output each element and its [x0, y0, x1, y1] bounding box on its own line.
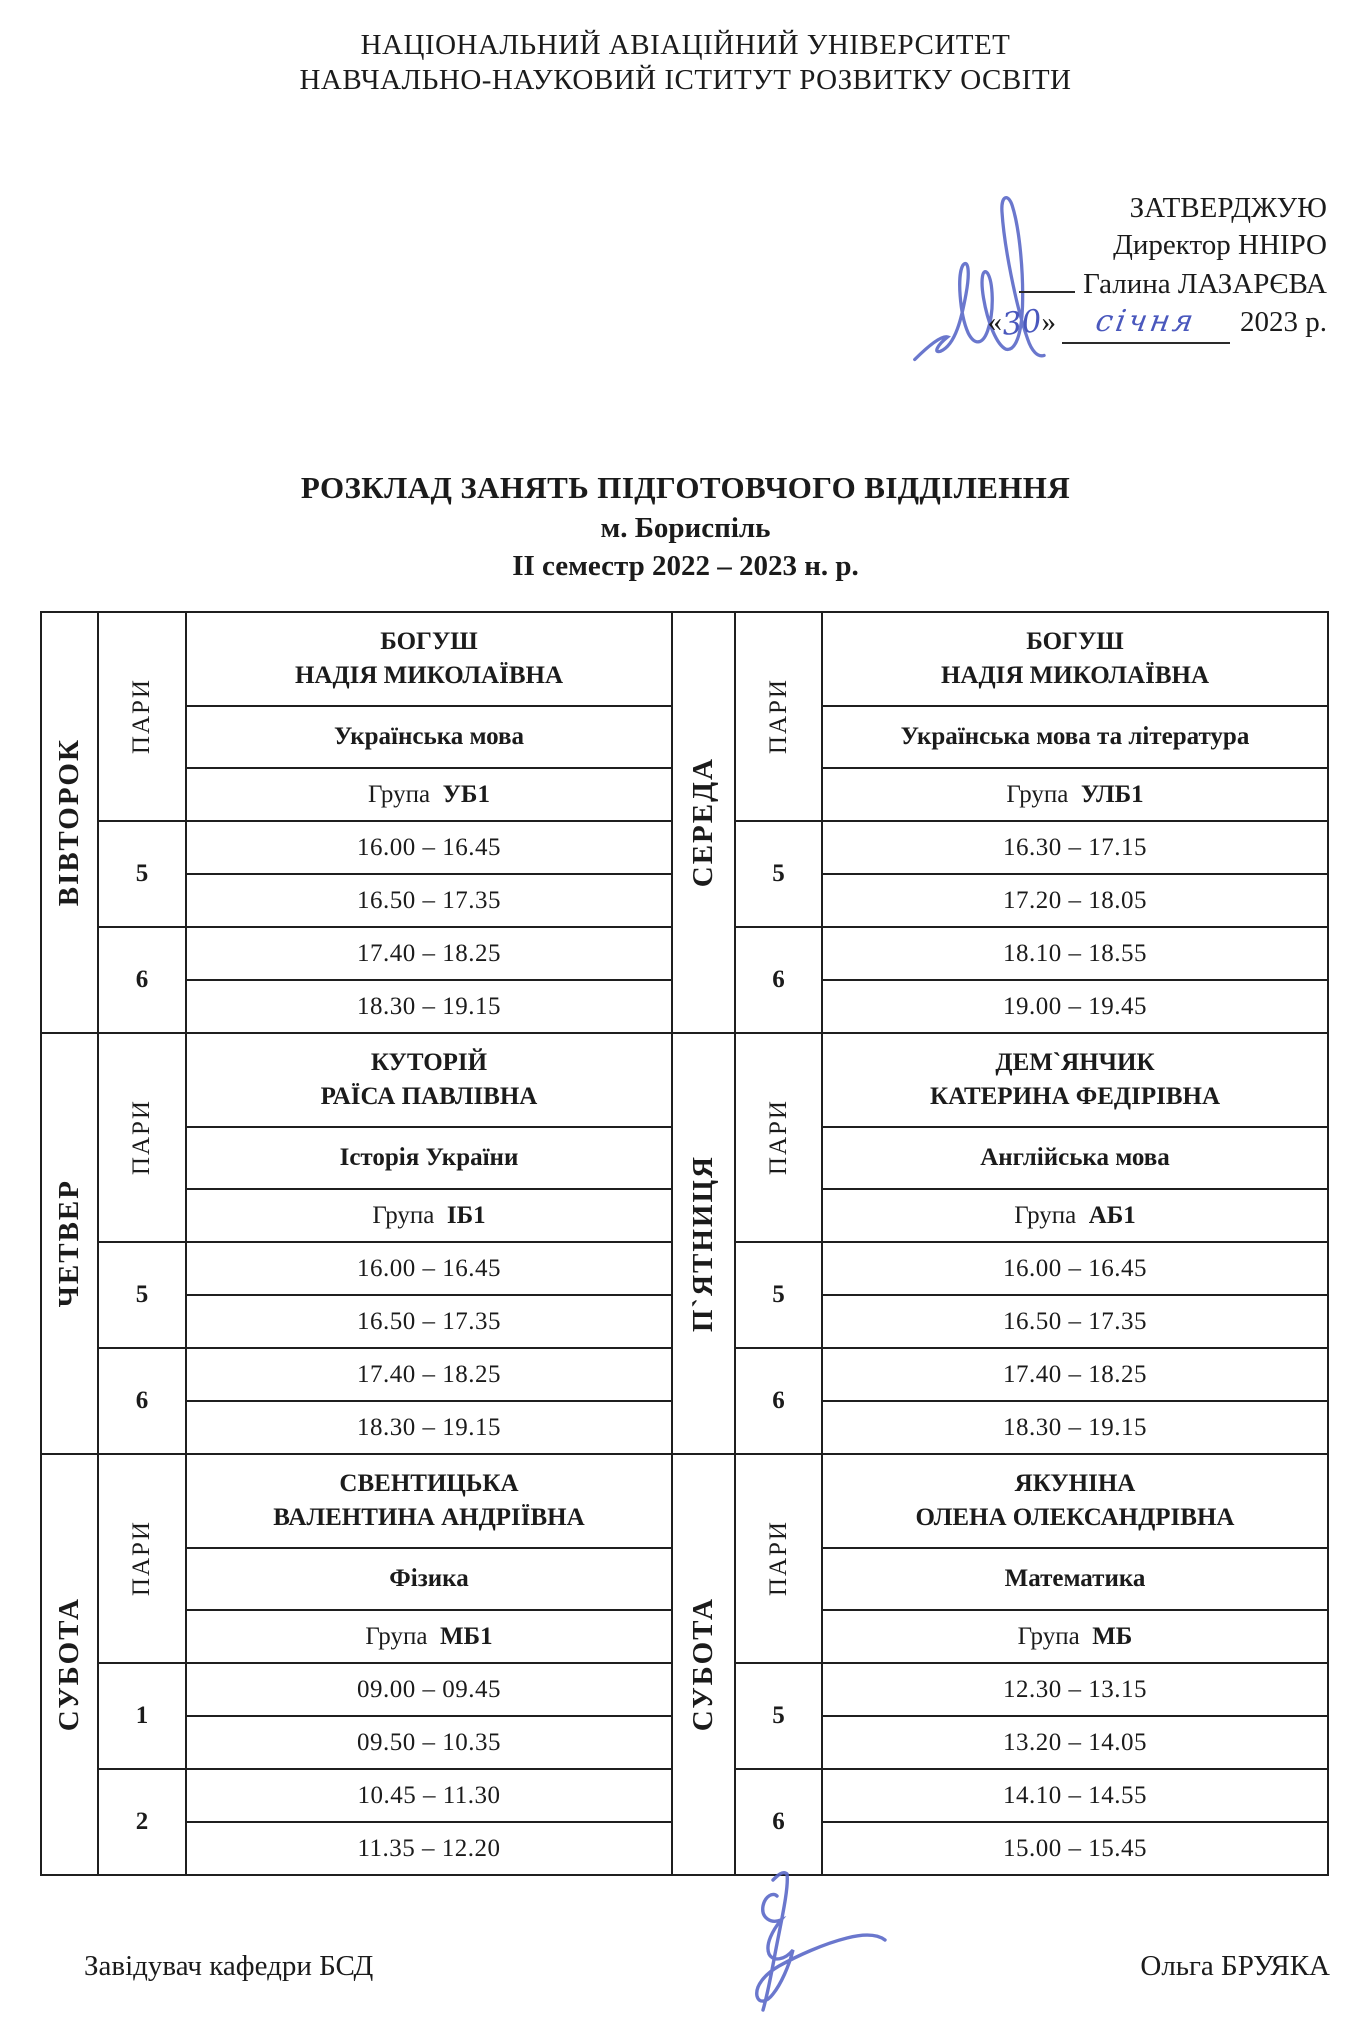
- pair-number-text: 5: [772, 1702, 785, 1729]
- subject-cell: [822, 1127, 1328, 1189]
- teacher-cell: [186, 1454, 672, 1548]
- department-head-signature: [672, 1862, 922, 2022]
- department-head-name: Ольга БРУЯКА: [1140, 1950, 1330, 1982]
- pairs-label: ПАРИ: [128, 1099, 155, 1176]
- pairs-header-cell: [98, 1454, 186, 1663]
- pairs-header-cell: [735, 612, 822, 821]
- pair-number-text: 2: [135, 1808, 149, 1835]
- pair-number: [735, 1348, 822, 1454]
- group-code: ІБ1: [440, 1201, 486, 1229]
- group-label: Група: [368, 780, 437, 808]
- day-cell: [672, 612, 735, 1033]
- pair-number: [735, 927, 822, 1033]
- teacher-cell: [186, 612, 672, 706]
- pairs-label: ПАРИ: [764, 1520, 792, 1597]
- time-slot: 17.40 – 18.25: [186, 1348, 672, 1401]
- time-slot: 16.50 – 17.35: [822, 1295, 1328, 1348]
- pair-number: [98, 1769, 186, 1875]
- group-cell: [822, 1610, 1328, 1663]
- schedule-row: [41, 612, 1328, 706]
- department-head-title: Завідувач кафедри БСД: [84, 1950, 374, 1982]
- time-slot: 13.20 – 14.05: [822, 1716, 1328, 1769]
- group-code: УБ1: [436, 780, 490, 808]
- pair-number: [98, 1348, 186, 1454]
- pairs-header-cell: [735, 1033, 822, 1242]
- document-header: [0, 28, 1371, 99]
- pairs-label: ПАРИ: [764, 1099, 792, 1176]
- time-slot: 18.30 – 19.15: [186, 1401, 672, 1454]
- director-name-line: [988, 264, 1327, 303]
- day-cell: [41, 612, 98, 1033]
- group-cell: [186, 1610, 672, 1663]
- title-line3: ІІ семестр 2022 – 2023 н. р.: [512, 550, 859, 583]
- pairs-label: ПАРИ: [128, 678, 155, 755]
- time-slot: 16.00 – 16.45: [186, 1242, 672, 1295]
- time-slot: 19.00 – 19.45: [822, 980, 1328, 1033]
- day-label: ЧЕТВЕР: [53, 1179, 85, 1308]
- time-slot: 18.30 – 19.15: [822, 1401, 1328, 1454]
- time-slot: 17.40 – 18.25: [822, 1348, 1328, 1401]
- document-title: [0, 468, 1371, 585]
- day-cell: [41, 1033, 98, 1454]
- teacher-cell: [822, 612, 1328, 706]
- pair-number: [98, 821, 186, 927]
- day-cell: [672, 1033, 735, 1454]
- pairs-header-cell: [735, 1454, 822, 1663]
- time-slot: 10.45 – 11.30: [186, 1769, 672, 1822]
- time-slot: 18.10 – 18.55: [822, 927, 1328, 980]
- day-label: П`ЯТНИЦЯ: [687, 1154, 719, 1333]
- teacher-name-line: БОГУШ: [380, 628, 478, 656]
- group-code: МБ: [1085, 1622, 1133, 1650]
- time-slot: 11.35 – 12.20: [186, 1822, 672, 1875]
- institution-name: НАЦІОНАЛЬНИЙ АВІАЦІЙНИЙ УНІВЕРСИТЕТ: [360, 29, 1011, 61]
- pair-number-text: 1: [135, 1702, 149, 1729]
- day-label: СЕРЕДА: [687, 757, 719, 888]
- time-slot: 15.00 – 15.45: [822, 1822, 1328, 1875]
- schedule-table: [40, 611, 1329, 1876]
- year-suffix: 2023 р.: [1240, 306, 1327, 339]
- time-slot: 16.00 – 16.45: [186, 821, 672, 874]
- pair-number: [98, 1663, 186, 1769]
- schedule-row: [41, 1454, 1328, 1548]
- schedule-row: [41, 1033, 1328, 1127]
- subject-name: Англійська мова: [980, 1144, 1170, 1171]
- day-label: СУБОТА: [687, 1597, 719, 1732]
- pairs-label: ПАРИ: [128, 1520, 155, 1597]
- teacher-name-line: СВЕНТИЦЬКА: [339, 1470, 519, 1498]
- time-slot: 18.30 – 19.15: [186, 980, 672, 1033]
- pair-number-text: 5: [135, 1281, 149, 1308]
- day-cell: [672, 1454, 735, 1875]
- title-line1: РОЗКЛАД ЗАНЯТЬ ПІДГОТОВЧОГО ВІДДІЛЕННЯ: [300, 470, 1071, 505]
- group-code: АБ1: [1082, 1201, 1136, 1229]
- approval-block: [988, 190, 1327, 344]
- subject-name: Українська мова та література: [900, 723, 1250, 750]
- subject-name: Історія України: [339, 1144, 519, 1171]
- time-slot: 12.30 – 13.15: [822, 1663, 1328, 1716]
- handwritten-month: січня: [1093, 304, 1200, 340]
- group-label: Група: [365, 1622, 434, 1650]
- subject-cell: [822, 706, 1328, 768]
- pair-number: [735, 1663, 822, 1769]
- time-slot: 09.00 – 09.45: [186, 1663, 672, 1716]
- pair-number: [735, 1242, 822, 1348]
- pair-number: [98, 1242, 186, 1348]
- title-line2: м. Бориспіль: [600, 511, 771, 544]
- time-slot: 14.10 – 14.55: [822, 1769, 1328, 1822]
- teacher-name-line: ЯКУНІНА: [1014, 1470, 1136, 1498]
- schedule-table-body: [41, 612, 1328, 1875]
- time-slot: 17.40 – 18.25: [186, 927, 672, 980]
- subject-cell: [186, 706, 672, 768]
- teacher-name-line: КАТЕРИНА ФЕДІРІВНА: [929, 1083, 1221, 1110]
- pair-number-text: 6: [135, 966, 149, 993]
- institute-name: НАВЧАЛЬНО-НАУКОВИЙ ІСТИТУТ РОЗВИТКУ ОСВІТИ: [299, 64, 1072, 97]
- group-cell: [186, 768, 672, 821]
- teacher-name-line: ВАЛЕНТИНА АНДРІЇВНА: [273, 1504, 585, 1531]
- teacher-name-line: КУТОРІЙ: [370, 1049, 488, 1077]
- group-code: МБ1: [433, 1622, 493, 1650]
- group-label: Група: [1006, 780, 1075, 808]
- subject-name: Фізика: [389, 1565, 469, 1592]
- director-name: Галина ЛАЗАРЄВА: [1083, 267, 1327, 300]
- day-label: ВІВТОРОК: [53, 738, 85, 907]
- pairs-label: ПАРИ: [764, 678, 792, 755]
- group-cell: [822, 1189, 1328, 1242]
- pairs-header-cell: [98, 612, 186, 821]
- teacher-name-line: РАЇСА ПАВЛІВНА: [320, 1083, 538, 1110]
- group-label: Група: [372, 1201, 441, 1229]
- group-label: Група: [1017, 1622, 1086, 1650]
- month-blank-line: [1062, 303, 1230, 343]
- pair-number-text: 6: [772, 1808, 785, 1835]
- teacher-cell: [186, 1033, 672, 1127]
- subject-name: Математика: [1004, 1565, 1146, 1592]
- pair-number-text: 6: [772, 966, 785, 993]
- teacher-cell: [822, 1033, 1328, 1127]
- time-slot: 16.00 – 16.45: [822, 1242, 1328, 1295]
- pair-number-text: 6: [772, 1387, 785, 1414]
- pair-number-text: 5: [772, 860, 785, 887]
- quote-open: «: [987, 306, 1003, 339]
- teacher-name-line: НАДІЯ МИКОЛАЇВНА: [940, 662, 1210, 689]
- time-slot: 09.50 – 10.35: [186, 1716, 672, 1769]
- director-title: Директор ННІРО: [1113, 228, 1327, 261]
- group-cell: [186, 1189, 672, 1242]
- time-slot: 16.30 – 17.15: [822, 821, 1328, 874]
- approval-date-line: [988, 302, 1327, 343]
- teacher-name-line: ДЕМ`ЯНЧИК: [995, 1049, 1155, 1077]
- pairs-header-cell: [98, 1033, 186, 1242]
- teacher-name-line: БОГУШ: [1026, 628, 1124, 656]
- pair-number: [735, 1769, 822, 1875]
- quote-close: »: [1041, 306, 1056, 339]
- teacher-name-line: ОЛЕНА ОЛЕКСАНДРІВНА: [915, 1504, 1235, 1531]
- day-cell: [41, 1454, 98, 1875]
- subject-cell: [822, 1548, 1328, 1610]
- group-cell: [822, 768, 1328, 821]
- approve-label: ЗАТВЕРДЖУЮ: [1129, 192, 1327, 224]
- handwritten-day: 30: [1000, 303, 1044, 344]
- time-slot: 16.50 – 17.35: [186, 1295, 672, 1348]
- group-label: Група: [1014, 1201, 1083, 1229]
- pair-number-text: 5: [135, 860, 149, 887]
- subject-cell: [186, 1127, 672, 1189]
- pair-number-text: 6: [135, 1387, 149, 1414]
- time-slot: 17.20 – 18.05: [822, 874, 1328, 927]
- subject-name: Українська мова: [333, 723, 525, 750]
- time-slot: 16.50 – 17.35: [186, 874, 672, 927]
- pair-number: [98, 927, 186, 1033]
- subject-cell: [186, 1548, 672, 1610]
- pair-number-text: 5: [772, 1281, 785, 1308]
- day-label: СУБОТА: [53, 1597, 85, 1732]
- signature-line: [1019, 264, 1075, 293]
- teacher-name-line: НАДІЯ МИКОЛАЇВНА: [294, 662, 564, 689]
- pair-number: [735, 821, 822, 927]
- group-code: УЛБ1: [1074, 780, 1144, 808]
- teacher-cell: [822, 1454, 1328, 1548]
